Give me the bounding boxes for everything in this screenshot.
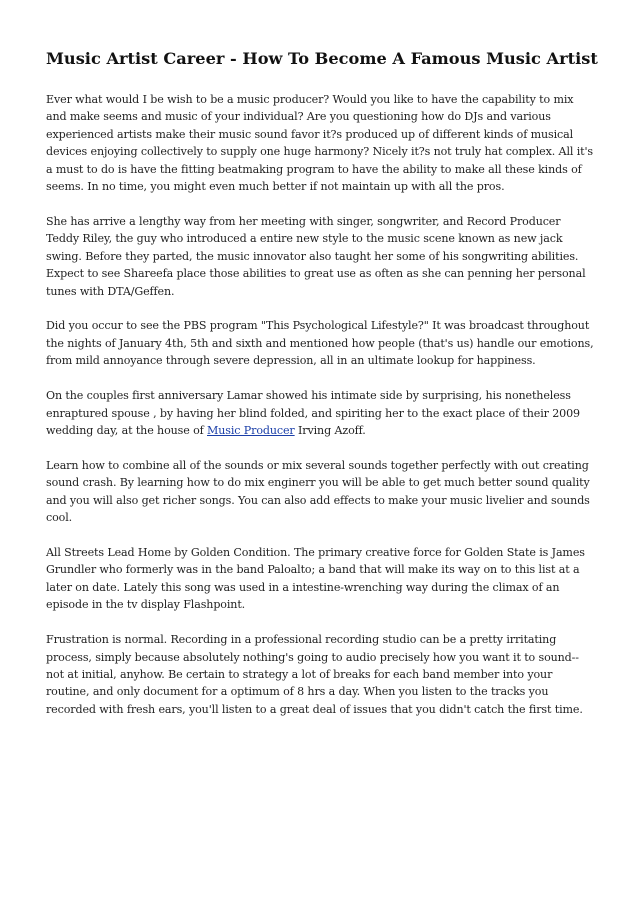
paragraph-7: Frustration is normal. Recording in a professional recording studio can be a pretty irritating process, simply because absolutely nothing's going to audio precisely how you want it to sound--not at initial, anyhow. Be certain to strategy a lot of breaks for each band member into your routine, and only document for a optimum of 8 hrs a day. When you listen to the tracks you recorded with fresh ears, you'll listen to a great deal of issues that you didn't catch the first time.: [46, 633, 583, 716]
document-page: [46, 48, 598, 736]
paragraph-6: All Streets Lead Home by Golden Condition. The primary creative force for Golden State is James Grundler who formerly was in the band Paloalto; a band that will make its way on to this list at a later on date. Lately this song was used in a intestine-wrenching way during the climax of an episode in the tv display Flashpoint.: [46, 546, 585, 612]
paragraph-1: Ever what would I be wish to be a music producer? Would you like to have the capability to mix and make seems and music of your individual? Are you questioning how do DJs and various experienced artists make their music sound favor it?s produced up of different kinds of musical devices enjoying collectively to supply one huge harmony? Nicely it?s not truly hat complex. All it's a must to do is have the fitting beatmaking program to have the ability to make all these kinds of seems. In no time, you might even much better if not maintain up with all the pros.: [46, 93, 593, 194]
paragraph-4-text-after: Irving Azoff.: [294, 424, 366, 437]
paragraph-3: Did you occur to see the PBS program "This Psychological Lifestyle?" It was broadcast throughout the nights of January 4th, 5th and sixth and mentioned how people (that's us) handle our emotions, from mild annoyance through severe depression, all in an ultimate lookup for happiness.: [46, 319, 594, 368]
paragraph-5: Learn how to combine all of the sounds or mix several sounds together perfectly with out creating sound crash. By learning how to do mix enginerr you will be able to get much better sound quality and you will also get richer songs. You can also add effects to make your music livelier and sounds cool.: [46, 458, 590, 525]
music-producer-link[interactable]: Music Producer: [207, 424, 295, 437]
paragraph-4: [46, 387, 594, 439]
paragraph-4-text-before: On the couples first anniversary Lamar showed his intimate side by surprising, his nonetheless enraptured spouse , by having her blind folded, and spiriting her to the exact place of their 2009 wedding day, at the house of: [46, 389, 580, 437]
paragraph-2: She has arrive a lengthy way from her meeting with singer, songwriter, and Record Producer Teddy Riley, the guy who introduced a entire new style to the music scene known as new jack swing. Before they parted, the music innovator also taught her some of his songwriting abilities. Expect to see Shareefa place those abilities to great use as often as she can penning her personal tunes with DTA/Geffen.: [46, 214, 586, 298]
page-title: Music Artist Career - How To Become A Famous Music Artist: [46, 49, 598, 68]
